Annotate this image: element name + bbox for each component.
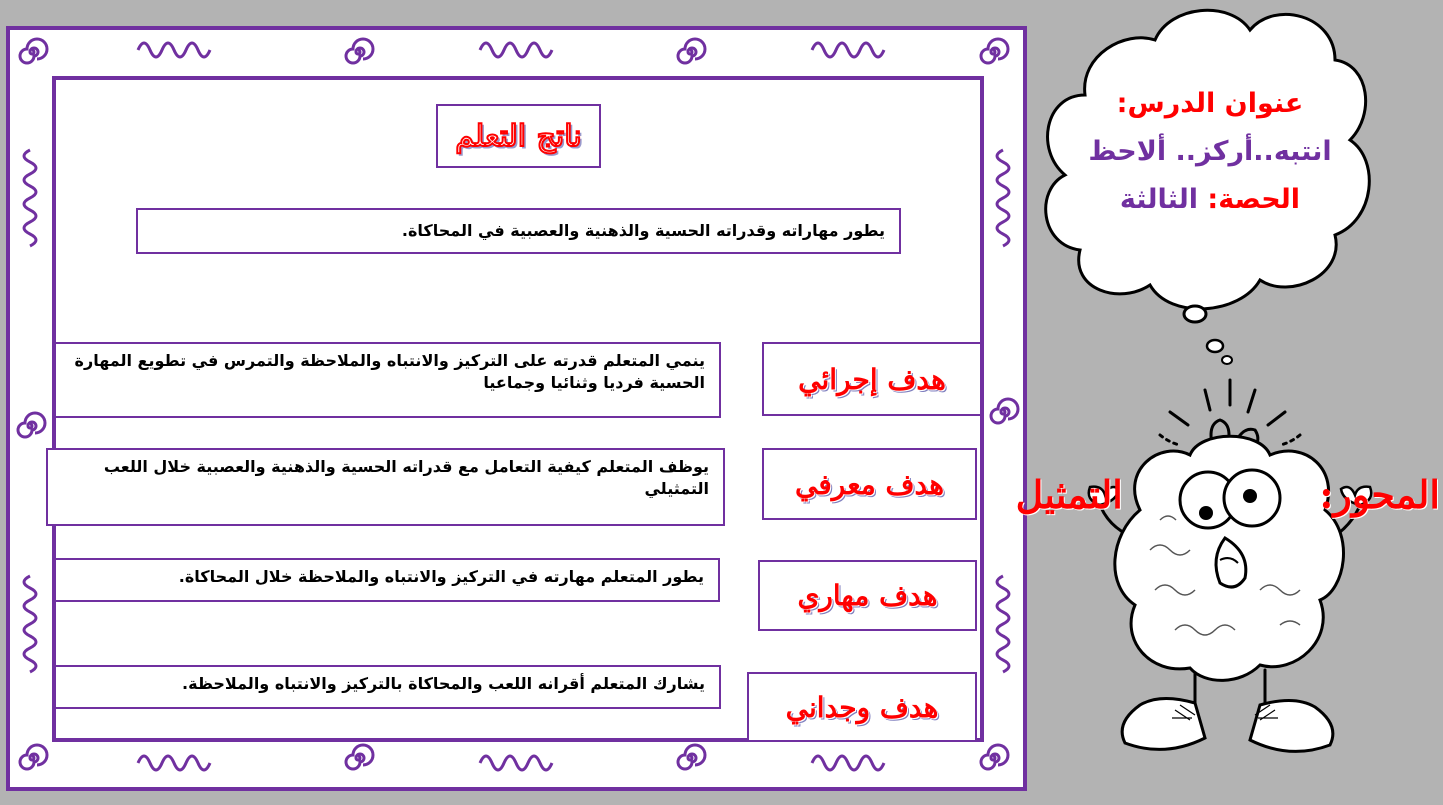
zigzag-icon (997, 576, 1009, 672)
spiral-icon (981, 39, 1008, 63)
zigzag-icon (997, 150, 1009, 246)
spiral-icon (346, 745, 373, 769)
learning-outcome-text: يطور مهاراته وقدراته الحسية والذهنية والعصبية في المحاكاة. (136, 208, 901, 254)
brain-character-illustration (1080, 370, 1420, 800)
zigzag-icon (138, 756, 210, 770)
spiral-icon (678, 39, 705, 63)
zigzag-icon (24, 150, 36, 246)
axis-heading (1015, 472, 1440, 517)
goal-text-affective: يشارك المتعلم أقرانه اللعب والمحاكاة بالتركيز والانتباه والملاحظة. (54, 665, 721, 709)
goal-text-procedural: ينمي المتعلم قدرته على التركيز والانتباه والملاحظة والتمرس في تطويع المهارة الحسية فرديا وثنائيا وجماعيا (54, 342, 721, 418)
goal-label-cognitive: هدف معرفي (762, 448, 977, 520)
zigzag-icon (812, 756, 884, 770)
spiral-icon (678, 745, 705, 769)
spiral-icon (346, 39, 373, 63)
spiral-icon (20, 39, 47, 63)
spiral-icon (991, 399, 1018, 423)
learning-outcome-title: ناتج التعلم (436, 104, 601, 168)
spiral-icon (981, 745, 1008, 769)
goal-label-procedural: هدف إجرائي (762, 342, 982, 416)
zigzag-icon (812, 43, 884, 57)
lesson-info (1060, 80, 1360, 224)
zigzag-icon (138, 43, 210, 57)
goal-text-skill: يطور المتعلم مهارته في التركيز والانتباه والملاحظة خلال المحاكاة. (54, 558, 720, 602)
zigzag-icon (480, 756, 552, 770)
session-label: الحصة: (1207, 184, 1301, 215)
goal-label-affective: هدف وجداني (747, 672, 977, 742)
zigzag-icon (24, 576, 36, 672)
spiral-icon (18, 413, 45, 437)
lesson-title-value: انتبه..أركز.. ألاحظ (1088, 136, 1332, 167)
zigzag-icon (480, 43, 552, 57)
lesson-title-label: عنوان الدرس: (1116, 88, 1304, 119)
axis-label: المحور: (1319, 472, 1440, 517)
goal-label-skill: هدف مهاري (758, 560, 977, 631)
goal-text-cognitive: يوظف المتعلم كيفية التعامل مع قدراته الحسية والذهنية والعصبية خلال اللعب التمثيلي (46, 448, 725, 526)
axis-value: التمثيل (1015, 472, 1123, 517)
session-value: الثالثة (1119, 184, 1199, 215)
spiral-icon (20, 745, 47, 769)
